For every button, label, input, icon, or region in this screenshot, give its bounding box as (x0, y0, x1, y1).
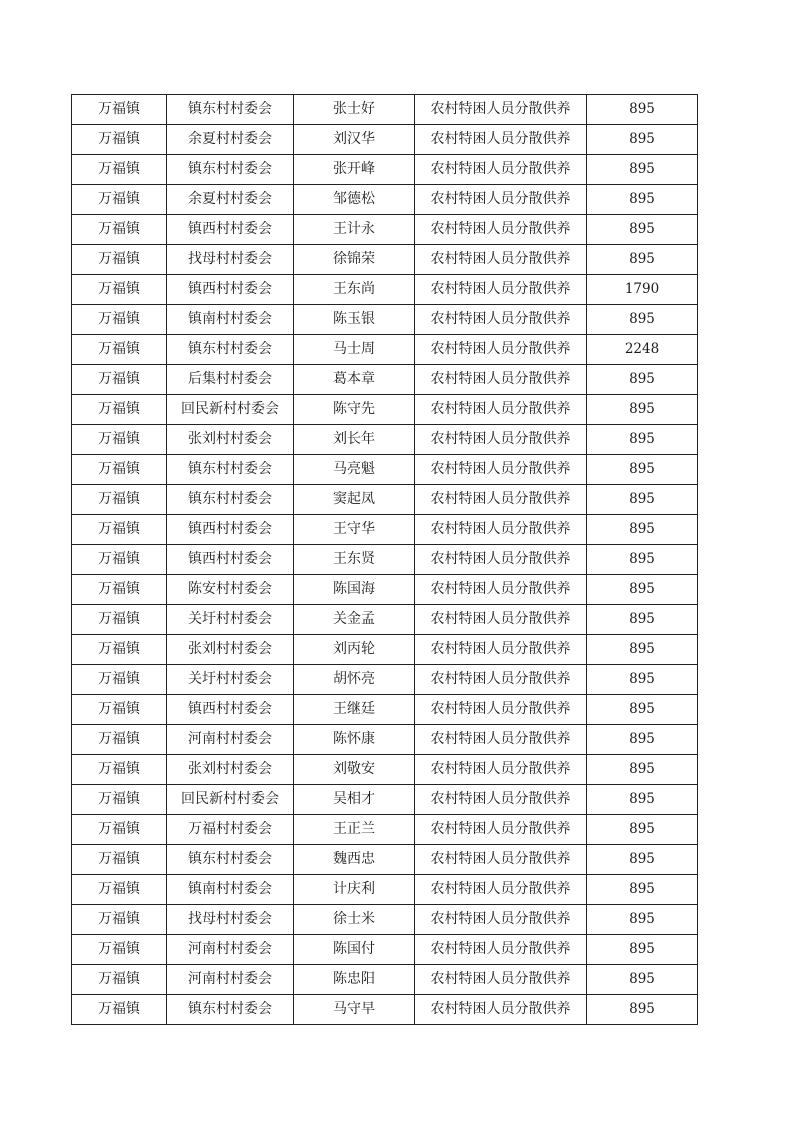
table-row (72, 875, 698, 905)
name-cell: 马亮魁 (294, 455, 415, 485)
town-cell: 万福镇 (72, 995, 167, 1025)
town-cell: 万福镇 (72, 245, 167, 275)
category-cell: 农村特困人员分散供养 (415, 125, 587, 155)
name-cell: 王东贤 (294, 545, 415, 575)
name-cell: 王继廷 (294, 695, 415, 725)
committee-cell: 镇西村村委会 (167, 275, 294, 305)
town-cell: 万福镇 (72, 815, 167, 845)
category-cell: 农村特困人员分散供养 (415, 995, 587, 1025)
table-row (72, 425, 698, 455)
table-row (72, 275, 698, 305)
name-cell: 刘长年 (294, 425, 415, 455)
amount-cell: 895 (587, 95, 698, 125)
town-cell: 万福镇 (72, 785, 167, 815)
committee-cell: 河南村村委会 (167, 965, 294, 995)
amount-cell: 895 (587, 845, 698, 875)
town-cell: 万福镇 (72, 515, 167, 545)
table-row (72, 305, 698, 335)
amount-cell: 895 (587, 125, 698, 155)
town-cell: 万福镇 (72, 605, 167, 635)
table-row (72, 575, 698, 605)
town-cell: 万福镇 (72, 275, 167, 305)
amount-cell: 895 (587, 155, 698, 185)
town-cell: 万福镇 (72, 575, 167, 605)
amount-cell: 1790 (587, 275, 698, 305)
committee-cell: 镇西村村委会 (167, 695, 294, 725)
table-row (72, 395, 698, 425)
town-cell: 万福镇 (72, 845, 167, 875)
town-cell: 万福镇 (72, 125, 167, 155)
category-cell: 农村特困人员分散供养 (415, 755, 587, 785)
category-cell: 农村特困人员分散供养 (415, 215, 587, 245)
table-row (72, 485, 698, 515)
table-row (72, 935, 698, 965)
town-cell: 万福镇 (72, 95, 167, 125)
committee-cell: 河南村村委会 (167, 935, 294, 965)
town-cell: 万福镇 (72, 425, 167, 455)
name-cell: 关金孟 (294, 605, 415, 635)
amount-cell: 895 (587, 365, 698, 395)
name-cell: 马守早 (294, 995, 415, 1025)
table-row (72, 95, 698, 125)
name-cell: 陈守先 (294, 395, 415, 425)
amount-cell: 895 (587, 755, 698, 785)
amount-cell: 895 (587, 965, 698, 995)
name-cell: 吴相才 (294, 785, 415, 815)
table-row (72, 455, 698, 485)
amount-cell: 895 (587, 995, 698, 1025)
name-cell: 陈怀康 (294, 725, 415, 755)
name-cell: 徐士米 (294, 905, 415, 935)
table-row (72, 215, 698, 245)
name-cell: 邹德松 (294, 185, 415, 215)
committee-cell: 找母村村委会 (167, 245, 294, 275)
category-cell: 农村特困人员分散供养 (415, 455, 587, 485)
committee-cell: 余夏村村委会 (167, 185, 294, 215)
category-cell: 农村特困人员分散供养 (415, 815, 587, 845)
category-cell: 农村特困人员分散供养 (415, 155, 587, 185)
town-cell: 万福镇 (72, 215, 167, 245)
committee-cell: 镇西村村委会 (167, 515, 294, 545)
name-cell: 张开峰 (294, 155, 415, 185)
amount-cell: 895 (587, 185, 698, 215)
committee-cell: 河南村村委会 (167, 725, 294, 755)
category-cell: 农村特困人员分散供养 (415, 275, 587, 305)
amount-cell: 895 (587, 875, 698, 905)
table-row (72, 725, 698, 755)
town-cell: 万福镇 (72, 725, 167, 755)
amount-cell: 895 (587, 305, 698, 335)
table-row (72, 635, 698, 665)
committee-cell: 镇南村村委会 (167, 305, 294, 335)
category-cell: 农村特困人员分散供养 (415, 335, 587, 365)
category-cell: 农村特困人员分散供养 (415, 905, 587, 935)
amount-cell: 895 (587, 785, 698, 815)
table-row (72, 335, 698, 365)
table-row (72, 845, 698, 875)
committee-cell: 后集村村委会 (167, 365, 294, 395)
town-cell: 万福镇 (72, 365, 167, 395)
amount-cell: 895 (587, 485, 698, 515)
committee-cell: 回民新村村委会 (167, 395, 294, 425)
table-row (72, 245, 698, 275)
amount-cell: 895 (587, 515, 698, 545)
name-cell: 徐锦荣 (294, 245, 415, 275)
committee-cell: 回民新村村委会 (167, 785, 294, 815)
category-cell: 农村特困人员分散供养 (415, 695, 587, 725)
category-cell: 农村特困人员分散供养 (415, 665, 587, 695)
amount-cell: 895 (587, 455, 698, 485)
category-cell: 农村特困人员分散供养 (415, 425, 587, 455)
name-cell: 马士周 (294, 335, 415, 365)
committee-cell: 镇西村村委会 (167, 215, 294, 245)
name-cell: 陈国付 (294, 935, 415, 965)
town-cell: 万福镇 (72, 665, 167, 695)
committee-cell: 镇东村村委会 (167, 485, 294, 515)
name-cell: 魏西忠 (294, 845, 415, 875)
name-cell: 王计永 (294, 215, 415, 245)
name-cell: 陈忠阳 (294, 965, 415, 995)
town-cell: 万福镇 (72, 305, 167, 335)
town-cell: 万福镇 (72, 965, 167, 995)
committee-cell: 镇东村村委会 (167, 455, 294, 485)
committee-cell: 镇东村村委会 (167, 995, 294, 1025)
committee-cell: 张刘村村委会 (167, 635, 294, 665)
committee-cell: 关圩村村委会 (167, 605, 294, 635)
category-cell: 农村特困人员分散供养 (415, 965, 587, 995)
town-cell: 万福镇 (72, 935, 167, 965)
committee-cell: 万福村村委会 (167, 815, 294, 845)
category-cell: 农村特困人员分散供养 (415, 935, 587, 965)
table-row (72, 605, 698, 635)
committee-cell: 镇东村村委会 (167, 845, 294, 875)
name-cell: 计庆利 (294, 875, 415, 905)
table-row (72, 365, 698, 395)
table-row (72, 695, 698, 725)
committee-cell: 张刘村村委会 (167, 425, 294, 455)
table-row (72, 995, 698, 1025)
amount-cell: 895 (587, 695, 698, 725)
amount-cell: 895 (587, 935, 698, 965)
table-row (72, 665, 698, 695)
committee-cell: 镇南村村委会 (167, 875, 294, 905)
name-cell: 陈国海 (294, 575, 415, 605)
town-cell: 万福镇 (72, 545, 167, 575)
amount-cell: 895 (587, 425, 698, 455)
name-cell: 刘丙轮 (294, 635, 415, 665)
relief-roster-table (71, 94, 698, 1025)
committee-cell: 余夏村村委会 (167, 125, 294, 155)
name-cell: 王守华 (294, 515, 415, 545)
category-cell: 农村特困人员分散供养 (415, 395, 587, 425)
committee-cell: 关圩村村委会 (167, 665, 294, 695)
name-cell: 王正兰 (294, 815, 415, 845)
name-cell: 刘汉华 (294, 125, 415, 155)
category-cell: 农村特困人员分散供养 (415, 305, 587, 335)
amount-cell: 895 (587, 575, 698, 605)
category-cell: 农村特困人员分散供养 (415, 575, 587, 605)
amount-cell: 895 (587, 605, 698, 635)
roster-body (72, 95, 698, 1025)
committee-cell: 张刘村村委会 (167, 755, 294, 785)
committee-cell: 找母村村委会 (167, 905, 294, 935)
table-row (72, 545, 698, 575)
amount-cell: 895 (587, 215, 698, 245)
table-row (72, 785, 698, 815)
amount-cell: 2248 (587, 335, 698, 365)
town-cell: 万福镇 (72, 485, 167, 515)
amount-cell: 895 (587, 665, 698, 695)
table-row (72, 755, 698, 785)
town-cell: 万福镇 (72, 695, 167, 725)
amount-cell: 895 (587, 905, 698, 935)
name-cell: 葛本章 (294, 365, 415, 395)
category-cell: 农村特困人员分散供养 (415, 185, 587, 215)
amount-cell: 895 (587, 395, 698, 425)
town-cell: 万福镇 (72, 635, 167, 665)
committee-cell: 陈安村村委会 (167, 575, 294, 605)
table-row (72, 125, 698, 155)
amount-cell: 895 (587, 635, 698, 665)
category-cell: 农村特困人员分散供养 (415, 725, 587, 755)
table-row (72, 185, 698, 215)
committee-cell: 镇东村村委会 (167, 335, 294, 365)
category-cell: 农村特困人员分散供养 (415, 785, 587, 815)
committee-cell: 镇西村村委会 (167, 545, 294, 575)
category-cell: 农村特困人员分散供养 (415, 875, 587, 905)
town-cell: 万福镇 (72, 395, 167, 425)
table-row (72, 155, 698, 185)
table-row (72, 815, 698, 845)
town-cell: 万福镇 (72, 155, 167, 185)
town-cell: 万福镇 (72, 905, 167, 935)
town-cell: 万福镇 (72, 335, 167, 365)
category-cell: 农村特困人员分散供养 (415, 605, 587, 635)
category-cell: 农村特困人员分散供养 (415, 365, 587, 395)
name-cell: 窦起凤 (294, 485, 415, 515)
table-row (72, 905, 698, 935)
name-cell: 刘敬安 (294, 755, 415, 785)
name-cell: 王东尚 (294, 275, 415, 305)
table-row (72, 965, 698, 995)
amount-cell: 895 (587, 725, 698, 755)
table-row (72, 515, 698, 545)
committee-cell: 镇东村村委会 (167, 155, 294, 185)
category-cell: 农村特困人员分散供养 (415, 545, 587, 575)
town-cell: 万福镇 (72, 755, 167, 785)
name-cell: 胡怀亮 (294, 665, 415, 695)
category-cell: 农村特困人员分散供养 (415, 635, 587, 665)
amount-cell: 895 (587, 245, 698, 275)
name-cell: 张士好 (294, 95, 415, 125)
amount-cell: 895 (587, 545, 698, 575)
town-cell: 万福镇 (72, 455, 167, 485)
category-cell: 农村特困人员分散供养 (415, 245, 587, 275)
amount-cell: 895 (587, 815, 698, 845)
category-cell: 农村特困人员分散供养 (415, 95, 587, 125)
category-cell: 农村特困人员分散供养 (415, 845, 587, 875)
town-cell: 万福镇 (72, 875, 167, 905)
committee-cell: 镇东村村委会 (167, 95, 294, 125)
town-cell: 万福镇 (72, 185, 167, 215)
name-cell: 陈玉银 (294, 305, 415, 335)
category-cell: 农村特困人员分散供养 (415, 485, 587, 515)
category-cell: 农村特困人员分散供养 (415, 515, 587, 545)
